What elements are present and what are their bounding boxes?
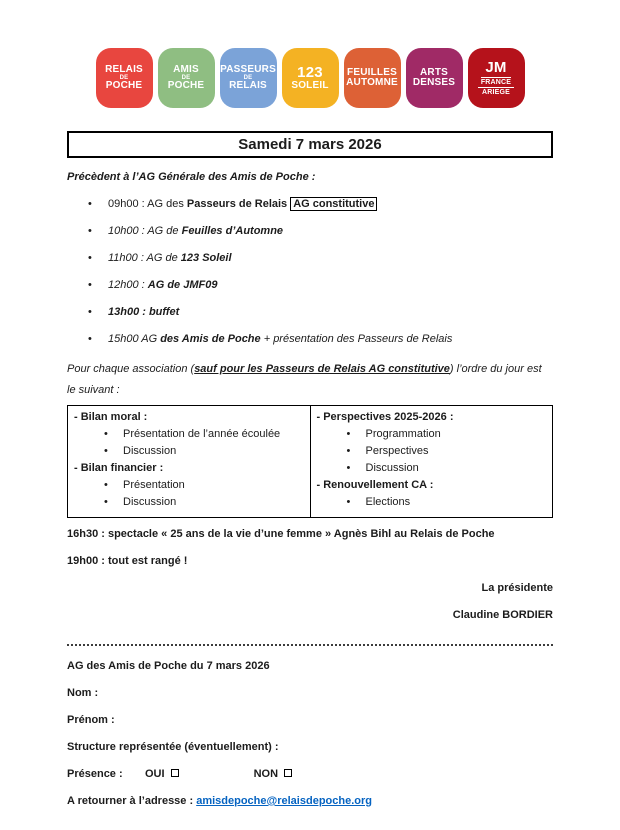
schedule-text: 15h00 AG [108, 332, 161, 345]
schedule-text: + présentation des Passeurs de Relais [260, 332, 453, 345]
amis-de-poche-logo-icon [158, 48, 215, 108]
agenda-note-text: Pour chaque association ( [67, 363, 195, 375]
presence-oui-checkbox[interactable] [171, 769, 179, 777]
agenda-item-text: Elections [365, 496, 411, 508]
schedule-item-10h00 [67, 217, 553, 244]
agenda-item [317, 494, 547, 511]
logo-text: ARTS [419, 66, 449, 78]
logo-text: JM [481, 60, 510, 77]
schedule-text: 09h00 : AG des [108, 197, 187, 210]
presence-row [67, 767, 553, 782]
logo-text: FRANCE [478, 78, 514, 88]
agenda-item [317, 460, 547, 477]
123-soleil-logo-icon [282, 48, 339, 108]
intro-text: Précèdent à l’AG Générale des Amis de Poche : [67, 171, 316, 183]
logo-text: AUTOMNE [346, 77, 398, 88]
schedule-text-bold: Passeurs de Relais [186, 197, 288, 210]
dotted-cut-line [67, 644, 553, 646]
bullet-icon [88, 252, 108, 264]
spectacle-line: 16h30 : spectacle « 25 ans de la vie d’une femme » Agnès Bihl au Relais de Poche [67, 528, 495, 540]
end-line: 19h00 : tout est rangé ! [67, 555, 188, 567]
logo-text: FEUILLES [347, 66, 397, 78]
agenda-item [74, 477, 304, 494]
logo-strip [0, 0, 620, 108]
agenda-item [74, 426, 304, 443]
presence-non-checkbox[interactable] [284, 769, 292, 777]
logo-text: RELAIS [229, 80, 267, 92]
agenda-note-text: ) l’ordre du jour est le suivant : [67, 363, 542, 396]
logo-text: SOLEIL [291, 79, 329, 91]
schedule-text-bold: AG de JMF09 [147, 278, 218, 291]
email-link[interactable]: amisdepoche@relaisdepoche.org [196, 795, 372, 807]
signature-role: La présidente [481, 582, 553, 594]
schedule-item-12h00 [67, 271, 553, 298]
structure-field-label: Structure représentée (éventuellement) : [67, 741, 279, 753]
agenda-item [317, 443, 547, 460]
agenda-table-left-cell [68, 406, 311, 518]
bullet-icon [104, 443, 123, 460]
schedule-text-bold: des Amis de Poche [160, 332, 261, 345]
passeurs-de-relais-logo-icon [220, 48, 277, 108]
logo-text: PASSEURS [220, 63, 276, 75]
schedule-item-15h00 [67, 325, 553, 352]
logo-text: ARIEGE [481, 88, 511, 96]
section-title-bilan-moral: - Bilan moral : [74, 411, 148, 423]
bullet-icon [104, 494, 123, 511]
bullet-icon [104, 426, 123, 443]
bullet-icon [88, 306, 108, 318]
arts-denses-logo-icon [406, 48, 463, 108]
agenda-item-text: Programmation [365, 428, 441, 440]
name-field-label: Nom : [67, 687, 99, 699]
logo-text: POCHE [105, 80, 143, 92]
signature-name: Claudine BORDIER [452, 609, 553, 621]
schedule-list [67, 190, 553, 352]
schedule-text-bold: 13h00 : buffet [108, 305, 180, 318]
agenda-item-text: Perspectives [365, 445, 429, 457]
bullet-icon [347, 494, 366, 511]
bullet-icon [88, 225, 108, 237]
firstname-field-label: Prénom : [67, 714, 115, 726]
form-heading: AG des Amis de Poche du 7 mars 2026 [67, 660, 270, 672]
agenda-item-text: Discussion [123, 445, 177, 457]
schedule-item-11h00 [67, 244, 553, 271]
agenda-item [74, 494, 304, 511]
logo-text: DE [119, 74, 129, 81]
bullet-icon [88, 333, 108, 345]
logo-text: DE [181, 74, 191, 81]
agenda-item-text: Discussion [365, 462, 419, 474]
agenda-table [67, 405, 553, 518]
presence-oui-label: OUI [145, 768, 165, 780]
agenda-item-text: Discussion [123, 496, 177, 508]
agenda-note [67, 359, 553, 401]
bullet-icon [347, 443, 366, 460]
logo-text: DENSES [412, 77, 456, 88]
logo-text: AMIS [173, 63, 199, 75]
section-title-bilan-financier: - Bilan financier : [74, 462, 164, 474]
logo-text: RELAIS [105, 63, 143, 75]
schedule-item-09h00 [67, 190, 553, 217]
ag-constitutive-box: AG constitutive [290, 197, 377, 211]
agenda-item [74, 443, 304, 460]
relais-de-poche-logo-icon [96, 48, 153, 108]
return-address-row [67, 794, 553, 809]
logo-text: DE [243, 74, 253, 81]
bullet-icon [347, 460, 366, 477]
feuilles-automne-logo-icon [344, 48, 401, 108]
page-title: Samedi 7 mars 2026 [238, 136, 382, 153]
agenda-note-underlined: sauf pour les Passeurs de Relais AG constitutive [194, 363, 450, 375]
bullet-icon [88, 198, 108, 210]
schedule-text-bold: 123 Soleil [180, 251, 232, 264]
jm-france-ariege-logo-icon [468, 48, 525, 108]
bullet-icon [347, 426, 366, 443]
agenda-item-text: Présentation [123, 479, 185, 491]
title-box [67, 131, 553, 158]
schedule-text: 11h00 : AG de [108, 251, 181, 264]
agenda-table-right-cell [310, 406, 553, 518]
presence-non-label: NON [253, 768, 279, 780]
logo-text: POCHE [167, 80, 205, 92]
return-address-label: A retourner à l’adresse : [67, 795, 197, 807]
logo-text: 123 [297, 64, 323, 82]
schedule-text: 10h00 : AG de [108, 224, 182, 237]
schedule-text: 12h00 : [108, 278, 148, 291]
agenda-item-text: Présentation de l’année écoulée [123, 428, 281, 440]
bullet-icon [88, 279, 108, 291]
agenda-item [317, 426, 547, 443]
schedule-text-bold: Feuilles d’Automne [181, 224, 284, 237]
section-title-renouvellement-ca: - Renouvellement CA : [316, 479, 434, 491]
presence-label: Présence : [67, 768, 123, 780]
section-title-perspectives: - Perspectives 2025-2026 : [316, 411, 454, 423]
bullet-icon [104, 477, 123, 494]
schedule-item-13h00 [67, 298, 553, 325]
